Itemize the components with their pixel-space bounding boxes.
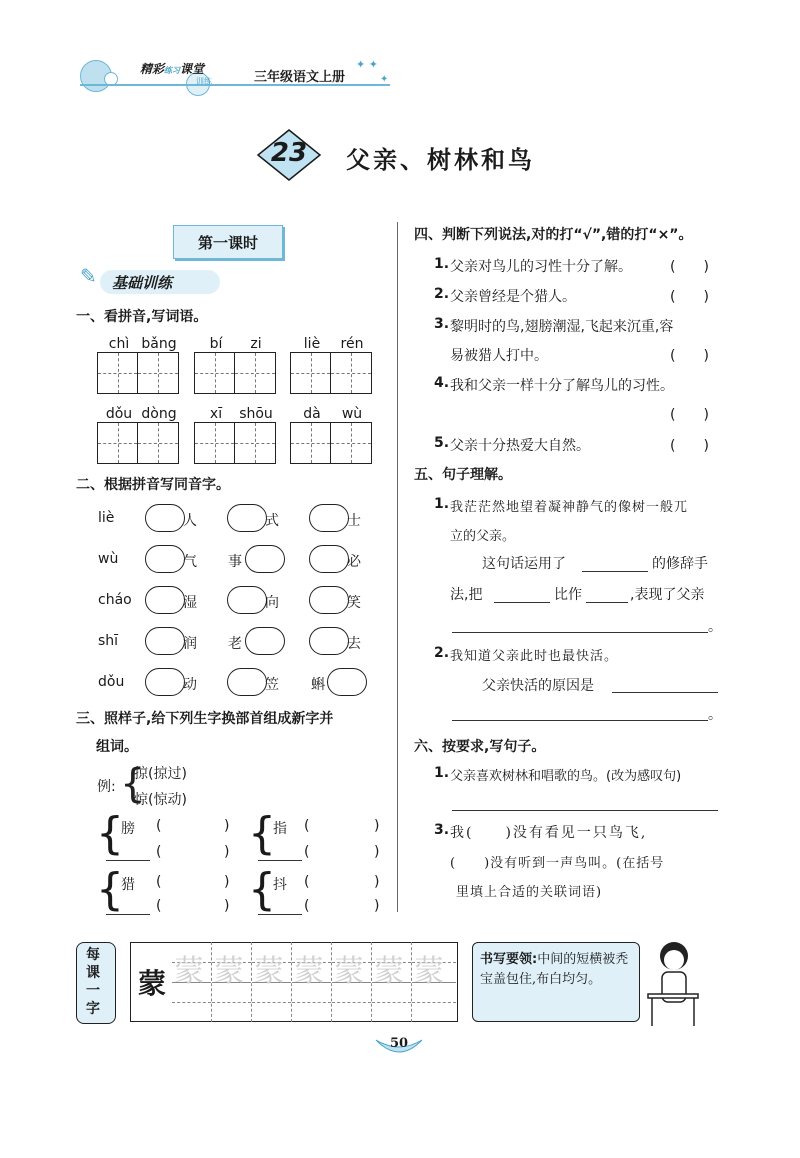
pinyin: dòng [141,406,177,422]
q2-char: 湿 [183,595,197,611]
brace: { [120,761,146,807]
pinyin: xī [209,406,223,422]
q5-period: 。 [708,707,722,723]
q4-statement: 父亲十分热爱大自然。 [450,438,590,454]
student-writing-icon [646,938,706,1028]
pen-icon: ✎ [80,264,97,288]
writing-grid[interactable] [290,352,372,394]
q5-prompt: 法,把 [450,587,483,603]
q5-num: 1. [434,496,450,512]
answer-cloud[interactable] [145,668,185,696]
q3-char: 抖 [273,877,287,893]
lesson-title: 父亲、树林和鸟 [346,146,535,174]
answer-cloud[interactable] [145,545,185,573]
practice-cell[interactable]: 蒙 [372,942,412,1022]
q5-sentence: 我知道父亲此时也最快活。 [450,649,619,664]
q2-pinyin: liè [98,510,115,526]
q3-paren: ( [304,818,310,834]
q2-char: 向 [265,595,279,611]
q2-char: 润 [183,636,197,652]
q3-char: 猎 [121,877,135,893]
q2-title: 二、根据拼音写同音字。 [76,477,230,493]
q4-statement-cont: 易被猎人打中。 [450,348,548,364]
writing-grid[interactable] [194,352,276,394]
q6-sentence: ( )没有听到一声鸟叫。(在括号 [450,856,665,871]
q4-num: 2. [434,286,450,302]
star-icon: ✦ ✦ [356,58,378,71]
section-badge-label: 基础训练 [112,274,173,292]
q3-paren: ) [374,874,380,890]
q2-char: 人 [183,513,197,529]
answer-cloud[interactable] [309,504,349,532]
q3-paren: ( [304,898,310,914]
practice-cell[interactable]: 蒙 [292,942,332,1022]
q3-paren: ) [224,818,230,834]
answer-paren[interactable]: ( ) [670,438,709,454]
writing-grid[interactable] [97,422,179,464]
q5-prompt: 这句话运用了 [482,556,566,572]
practice-cell[interactable]: 蒙 [252,942,292,1022]
q2-char: 必 [347,554,361,570]
answer-cloud[interactable] [145,586,185,614]
answer-line[interactable] [452,810,718,811]
q2-char: 蝌 [311,677,325,693]
writing-tip-label: 书写要领: [480,952,538,967]
q3-paren: ) [224,874,230,890]
answer-paren[interactable]: ( ) [670,348,709,364]
answer-paren[interactable]: ( ) [670,259,709,275]
q6-sentence: 我( )没有看见一只鸟飞, [450,825,648,841]
practice-cell[interactable]: 蒙 [212,942,252,1022]
pinyin: zi [250,336,262,352]
answer-line[interactable] [582,571,648,572]
q2-char: 笑 [347,595,361,611]
answer-cloud[interactable] [245,545,285,573]
q3-paren: ( [156,898,162,914]
q4-statement: 父亲曾经是个猎人。 [450,289,576,305]
q6-num: 1. [434,765,450,781]
q5-title: 五、句子理解。 [414,467,512,483]
q5-prompt: 父亲快活的原因是 [482,678,594,694]
writing-grid[interactable] [97,352,179,394]
q2-pinyin: cháo [98,592,132,608]
answer-line[interactable] [586,602,628,603]
answer-paren[interactable]: ( ) [670,407,709,423]
practice-cell[interactable]: 蒙 [172,942,212,1022]
answer-cloud[interactable] [145,504,185,532]
answer-cloud[interactable] [309,586,349,614]
q5-sentence-cont: 立的父亲。 [450,529,516,544]
q4-statement: 父亲对鸟儿的习性十分了解。 [450,259,632,275]
q4-statement: 我和父亲一样十分了解鸟儿的习性。 [450,378,674,394]
q3-title: 三、照样子,给下列生字换部首组成新字并 [76,711,334,727]
q5-prompt: ,表现了父亲 [630,587,705,603]
pinyin: chì [108,336,130,352]
answer-line[interactable] [494,602,550,603]
q5-num: 2. [434,645,450,661]
q3-char: 指 [273,821,287,837]
header-book-title: 三年级语文上册 [254,70,346,85]
q3-char: 膀 [121,821,135,837]
q4-num: 1. [434,256,450,272]
q4-num: 3. [434,316,450,332]
q4-num: 5. [434,435,450,451]
pinyin: wù [341,406,363,422]
pinyin: bí [209,336,223,352]
q6-title: 六、按要求,写句子。 [414,739,546,755]
star-icon: ✦ [380,74,389,85]
answer-paren[interactable]: ( ) [670,289,709,305]
q5-prompt: 比作 [554,587,582,603]
q3-paren: ( [304,844,310,860]
q3-paren: ( [156,874,162,890]
answer-cloud[interactable] [309,627,349,655]
lesson-number: 23 [270,138,308,168]
q2-char: 事 [228,554,242,570]
writing-tip [480,950,636,990]
page-number: 50 [389,1036,409,1051]
q2-pinyin: wù [98,551,119,567]
answer-cloud[interactable] [327,668,367,696]
q3-paren: ) [374,844,380,860]
pinyin: dà [303,406,321,422]
daily-char: 蒙 [138,967,167,1000]
answer-cloud[interactable] [245,627,285,655]
q2-pinyin: dǒu [98,674,125,690]
q2-char: 笠 [265,677,279,693]
q3-title-cont: 组词。 [96,739,138,755]
answer-cloud[interactable] [227,586,267,614]
pinyin: rén [340,336,364,352]
q3-paren: ( [304,874,310,890]
example-label: 例: [97,779,116,795]
q3-paren: ) [224,844,230,860]
q6-num: 3. [434,822,450,838]
q3-paren: ( [156,818,162,834]
q2-pinyin: shī [98,633,119,649]
q5-prompt: 的修辞手 [652,556,708,572]
practice-cell[interactable]: 蒙 [332,942,372,1022]
q3-paren: ) [374,898,380,914]
pinyin: shōu [239,406,273,422]
column-divider [397,222,398,912]
q6-sentence: 里填上合适的关联词语) [456,885,603,900]
q4-num: 4. [434,375,450,391]
q2-char: 老 [228,636,242,652]
answer-line[interactable] [612,692,718,693]
q4-statement: 黎明时的鸟,翅膀潮湿,飞起来沉重,容 [450,319,674,335]
brace: { [96,864,124,915]
answer-line[interactable] [452,632,708,633]
answer-line[interactable] [106,914,150,915]
q2-char: 动 [183,677,197,693]
pinyin: bǎng [141,336,177,352]
q3-paren: ) [374,818,380,834]
brace: { [96,808,124,859]
q1-title: 一、看拼音,写词语。 [76,309,208,325]
example-word: 掠(掠过) [134,766,187,782]
pinyin: dǒu [105,406,133,422]
q2-char: 士 [347,513,361,529]
q4-title: 四、判断下列说法,对的打“√”,错的打“×”。 [414,227,693,243]
answer-cloud[interactable] [227,668,267,696]
q3-paren: ) [224,898,230,914]
header-brand: 精彩练习课堂 [140,62,205,76]
header-brand-sub: 训练 [196,77,212,86]
brace: { [248,864,276,915]
q2-char: 式 [265,513,279,529]
answer-cloud[interactable] [145,627,185,655]
q3-paren: ( [156,844,162,860]
q2-char: 气 [183,554,197,570]
pinyin: liè [303,336,321,352]
writing-grid[interactable] [194,422,276,464]
writing-grid[interactable] [290,422,372,464]
daily-char-label: 每课一字 [86,947,100,1017]
answer-line[interactable] [106,860,150,861]
q5-sentence: 我茫茫然地望着凝神静气的像树一般兀 [450,500,689,515]
answer-line[interactable] [258,860,302,861]
q2-char: 去 [347,636,361,652]
writing-tip-text: 中间的短横被秃宝盖包住,布白均匀。 [480,952,629,987]
practice-cell[interactable]: 蒙 [412,942,456,1022]
q5-period: 。 [708,619,722,635]
q6-sentence: 父亲喜欢树林和唱歌的鸟。(改为感叹句) [450,769,682,784]
brace: { [248,808,276,859]
answer-cloud[interactable] [227,504,267,532]
period-label: 第一课时 [197,234,258,252]
answer-line[interactable] [452,720,708,721]
example-word: 惊(惊动) [134,792,187,808]
answer-line[interactable] [258,914,302,915]
answer-cloud[interactable] [309,545,349,573]
